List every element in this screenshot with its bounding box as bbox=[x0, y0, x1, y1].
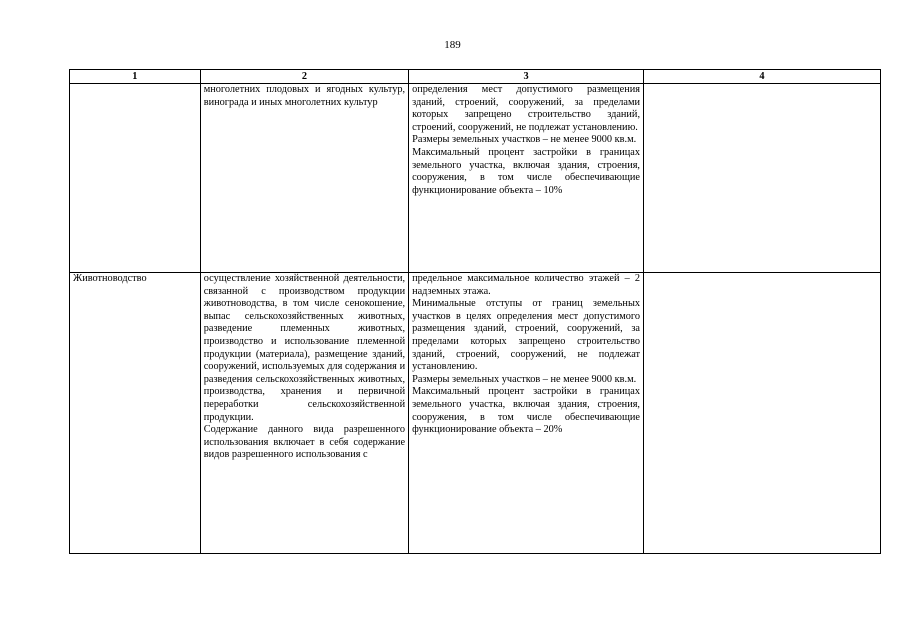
parameters-paragraph: Максимальный процент застройки в границах земельного участка, включая здания, строения, сооружения, в том числе обеспечивающие функционирование объекта – 20% bbox=[412, 386, 641, 436]
notes-cell bbox=[644, 273, 881, 554]
parameters-paragraph: Минимальные отступы от границ земельных участков в целях определения мест допустимого размещения зданий, строений, сооружений, за пределами которых запрещено строительство зданий, строений, сооружений, не подлежат установлению. bbox=[412, 298, 641, 373]
parameters-paragraph: предельное максимальное количество этажей – 2 надземных этажа. bbox=[412, 273, 641, 297]
description-paragraph: осуществление хозяйственной деятельности, связанной с производством продукции животноводства, в том числе сенокошение, выпас сельскохозяйственных животных, разведение племенных животных, производство и использование племенной продукции (материала), размещение зданий, сооружений, используемых для содержания и разведения сельскохозяйственных животных, производства, хранения и первичной переработки сельскохозяйственной продукции. bbox=[203, 273, 406, 423]
parameters-cell bbox=[409, 84, 644, 273]
use-type-cell bbox=[70, 84, 201, 273]
column-header-1: 1 bbox=[70, 70, 201, 84]
column-header-2: 2 bbox=[200, 70, 408, 84]
column-header-4: 4 bbox=[644, 70, 881, 84]
column-header-3: 3 bbox=[409, 70, 644, 84]
table-body bbox=[70, 84, 881, 554]
parameters-paragraph: определения мест допустимого размещения зданий, строений, сооружений, за пределами которых запрещено строительство зданий, строений, сооружений, не подлежат установлению. bbox=[412, 84, 641, 133]
parameters-paragraph: Размеры земельных участков – не менее 9000 кв.м. bbox=[412, 373, 637, 385]
use-type-cell: Животноводство bbox=[70, 273, 201, 554]
table-row bbox=[70, 84, 881, 273]
page-number: 189 bbox=[444, 39, 461, 51]
table-row bbox=[70, 273, 881, 554]
regulation-table bbox=[69, 69, 881, 554]
table-header bbox=[70, 70, 881, 84]
header-row bbox=[70, 70, 881, 84]
parameters-paragraph: Максимальный процент застройки в границах земельного участка, включая здания, строения, сооружения, в том числе обеспечивающие функционирование объекта – 10% bbox=[412, 146, 641, 196]
notes-cell bbox=[644, 84, 881, 273]
parameters-cell bbox=[409, 273, 644, 554]
parameters-paragraph: Размеры земельных участков – не менее 9000 кв.м. bbox=[412, 134, 637, 146]
description-cell bbox=[200, 273, 408, 554]
description-paragraph: Содержание данного вида разрешенного использования включает в себя содержание видов разрешенного использования с bbox=[203, 424, 406, 461]
description-cell bbox=[200, 84, 408, 273]
description-paragraph: многолетних плодовых и ягодных культур, винограда и иных многолетних культур bbox=[203, 84, 406, 108]
